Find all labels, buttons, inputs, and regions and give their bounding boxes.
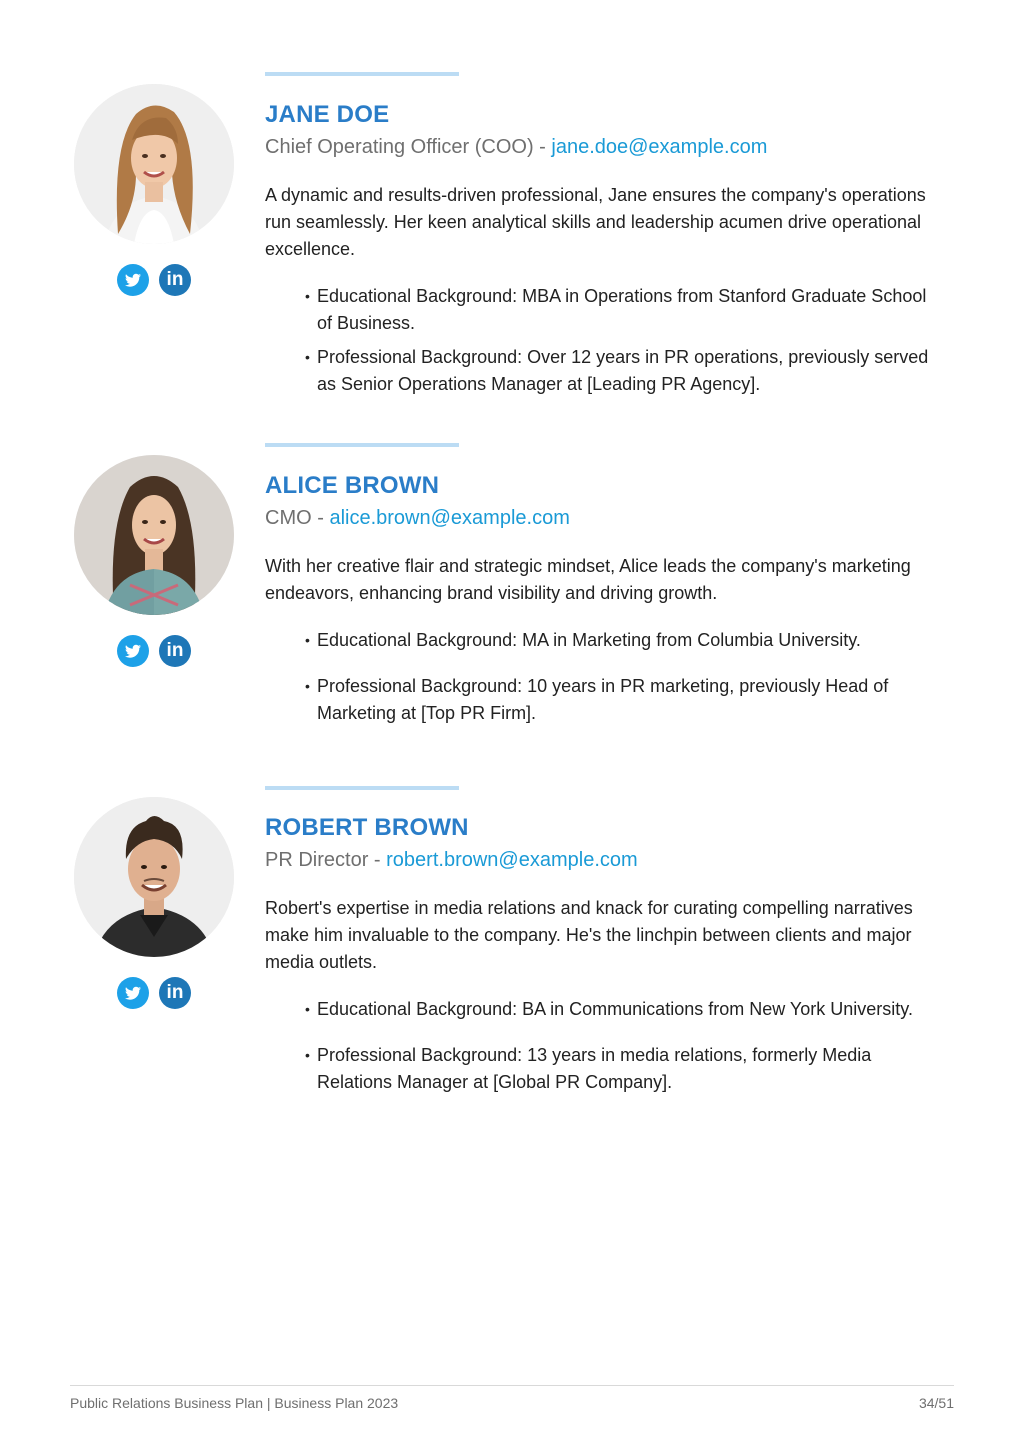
- portrait-photo: [74, 84, 234, 244]
- profile-description: Robert's expertise in media relations and knack for curating compelling narratives make him invaluable to the company. He's the linchpin between clients and major media outlets.: [265, 898, 913, 972]
- twitter-icon[interactable]: [117, 264, 149, 296]
- linkedin-icon[interactable]: in: [159, 977, 191, 1009]
- separator: -: [311, 507, 330, 529]
- role-line: [265, 134, 935, 160]
- profile-description: A dynamic and results-driven professional, Jane ensures the company's operations run seamlessly. Her keen analytical skills and leadership acumen drive operational excellence.: [265, 185, 926, 259]
- email-link[interactable]: jane.doe@example.com: [551, 136, 768, 158]
- twitter-icon[interactable]: [117, 977, 149, 1009]
- avatar: [74, 797, 234, 957]
- list-item: • Educational Background: BA in Communications from New York University.: [305, 996, 935, 1023]
- footer-title: Public Relations Business Plan | Business Plan 2023: [70, 1395, 399, 1411]
- background-list: [305, 996, 935, 1096]
- accent-bar: [265, 786, 459, 790]
- social-links: [117, 977, 193, 1009]
- linkedin-icon[interactable]: in: [159, 635, 191, 667]
- list-item: • Professional Background: Over 12 years in PR operations, previously served as Senior Operations Manager at [Leading PR Agency].: [305, 344, 935, 398]
- social-links: [117, 264, 193, 296]
- background-list: [305, 283, 935, 398]
- email-link[interactable]: robert.brown@example.com: [386, 849, 638, 871]
- person-name: ALICE BROWN: [265, 472, 440, 499]
- list-item: • Educational Background: MA in Marketing from Columbia University.: [305, 627, 935, 654]
- linkedin-icon[interactable]: in: [159, 264, 191, 296]
- person-name: JANE DOE: [265, 101, 390, 128]
- twitter-icon[interactable]: [117, 635, 149, 667]
- list-item: • Professional Background: 13 years in media relations, formerly Media Relations Manager at [Global PR Company].: [305, 1042, 935, 1096]
- person-name: ROBERT BROWN: [265, 814, 469, 841]
- page-number: 34/51: [918, 1395, 954, 1411]
- accent-bar: [265, 443, 459, 447]
- avatar: [74, 455, 234, 615]
- background-list: [305, 627, 935, 727]
- accent-bar: [265, 72, 459, 76]
- portrait-photo: [74, 455, 234, 615]
- separator: -: [533, 136, 552, 158]
- social-links: [117, 635, 193, 667]
- job-title: Chief Operating Officer (COO): [265, 136, 534, 158]
- job-title: PR Director: [265, 849, 369, 871]
- profile-description: With her creative flair and strategic mindset, Alice leads the company's marketing endeavors, enhancing brand visibility and driving growth.: [265, 556, 911, 603]
- footer-divider: [70, 1385, 954, 1386]
- role-line: [265, 847, 935, 873]
- avatar: [74, 84, 234, 244]
- list-item: • Professional Background: 10 years in PR marketing, previously Head of Marketing at [Top PR Firm].: [305, 673, 935, 727]
- list-item: • Educational Background: MBA in Operations from Stanford Graduate School of Business.: [305, 283, 935, 337]
- email-link[interactable]: alice.brown@example.com: [329, 507, 570, 529]
- role-line: [265, 505, 935, 531]
- separator: -: [368, 849, 387, 871]
- portrait-photo: [74, 797, 234, 957]
- job-title: CMO: [265, 507, 312, 529]
